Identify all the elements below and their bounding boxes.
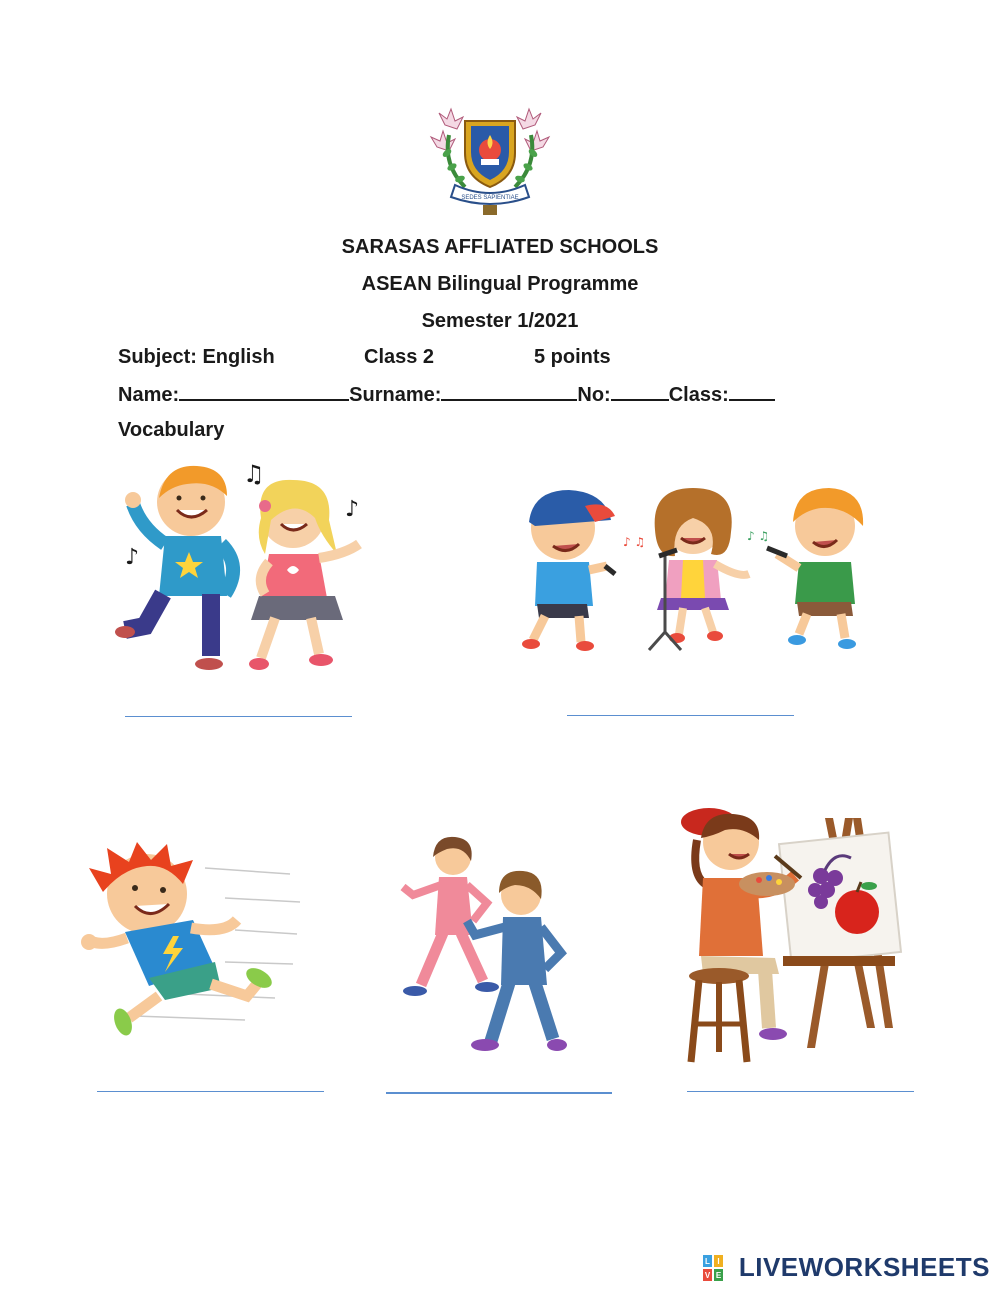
running-boy-icon [75, 838, 305, 1043]
painting-girl-icon [675, 798, 900, 1063]
programme-title: ASEAN Bilingual Programme [361, 273, 639, 295]
logo-letter-v: V [704, 1271, 711, 1280]
student-info-row [118, 383, 775, 407]
crest-motto: SEDES SAPIENTIAE [461, 195, 519, 201]
name-label: Name: [118, 384, 180, 406]
surname-label: Surname: [349, 384, 442, 406]
semester-label: Semester 1/2021 [421, 310, 579, 332]
points-label: 5 points [534, 346, 611, 368]
liveworksheets-logo-icon [703, 1255, 723, 1281]
class-field[interactable] [729, 383, 775, 401]
school-crest-icon [425, 105, 555, 220]
number-field[interactable] [611, 383, 669, 401]
class-field-label: Class: [668, 384, 729, 406]
svg-text:♪ ♫: ♪ ♫ [623, 535, 646, 549]
logo-letter-l: L [705, 1257, 710, 1266]
singing-kids-icon [515, 482, 875, 654]
no-label: No: [577, 384, 611, 406]
answer-line-3[interactable] [97, 1091, 324, 1092]
logo-letter-e: E [715, 1271, 722, 1280]
walking-kids-icon [395, 835, 575, 1055]
class-label: Class 2 [364, 346, 435, 368]
subject-label: Subject: English [118, 346, 275, 368]
svg-text:♪: ♪ [125, 545, 140, 570]
liveworksheets-brand[interactable]: LIVEWORKSHEETS [738, 1252, 990, 1282]
svg-text:♪ ♫: ♪ ♫ [747, 529, 770, 543]
answer-line-5[interactable] [687, 1091, 914, 1092]
answer-line-4[interactable] [386, 1092, 612, 1094]
dancing-kids-icon [115, 458, 365, 680]
svg-text:♪: ♪ [345, 497, 360, 522]
logo-letter-i: I [717, 1257, 720, 1266]
svg-text:♫: ♫ [243, 460, 265, 488]
answer-line-1[interactable] [125, 716, 352, 717]
answer-line-2[interactable] [567, 715, 794, 716]
surname-field[interactable] [441, 383, 577, 401]
name-field[interactable] [179, 383, 349, 401]
school-name: SARASAS AFFLIATED SCHOOLS [341, 236, 659, 258]
section-title: Vocabulary [118, 419, 225, 441]
